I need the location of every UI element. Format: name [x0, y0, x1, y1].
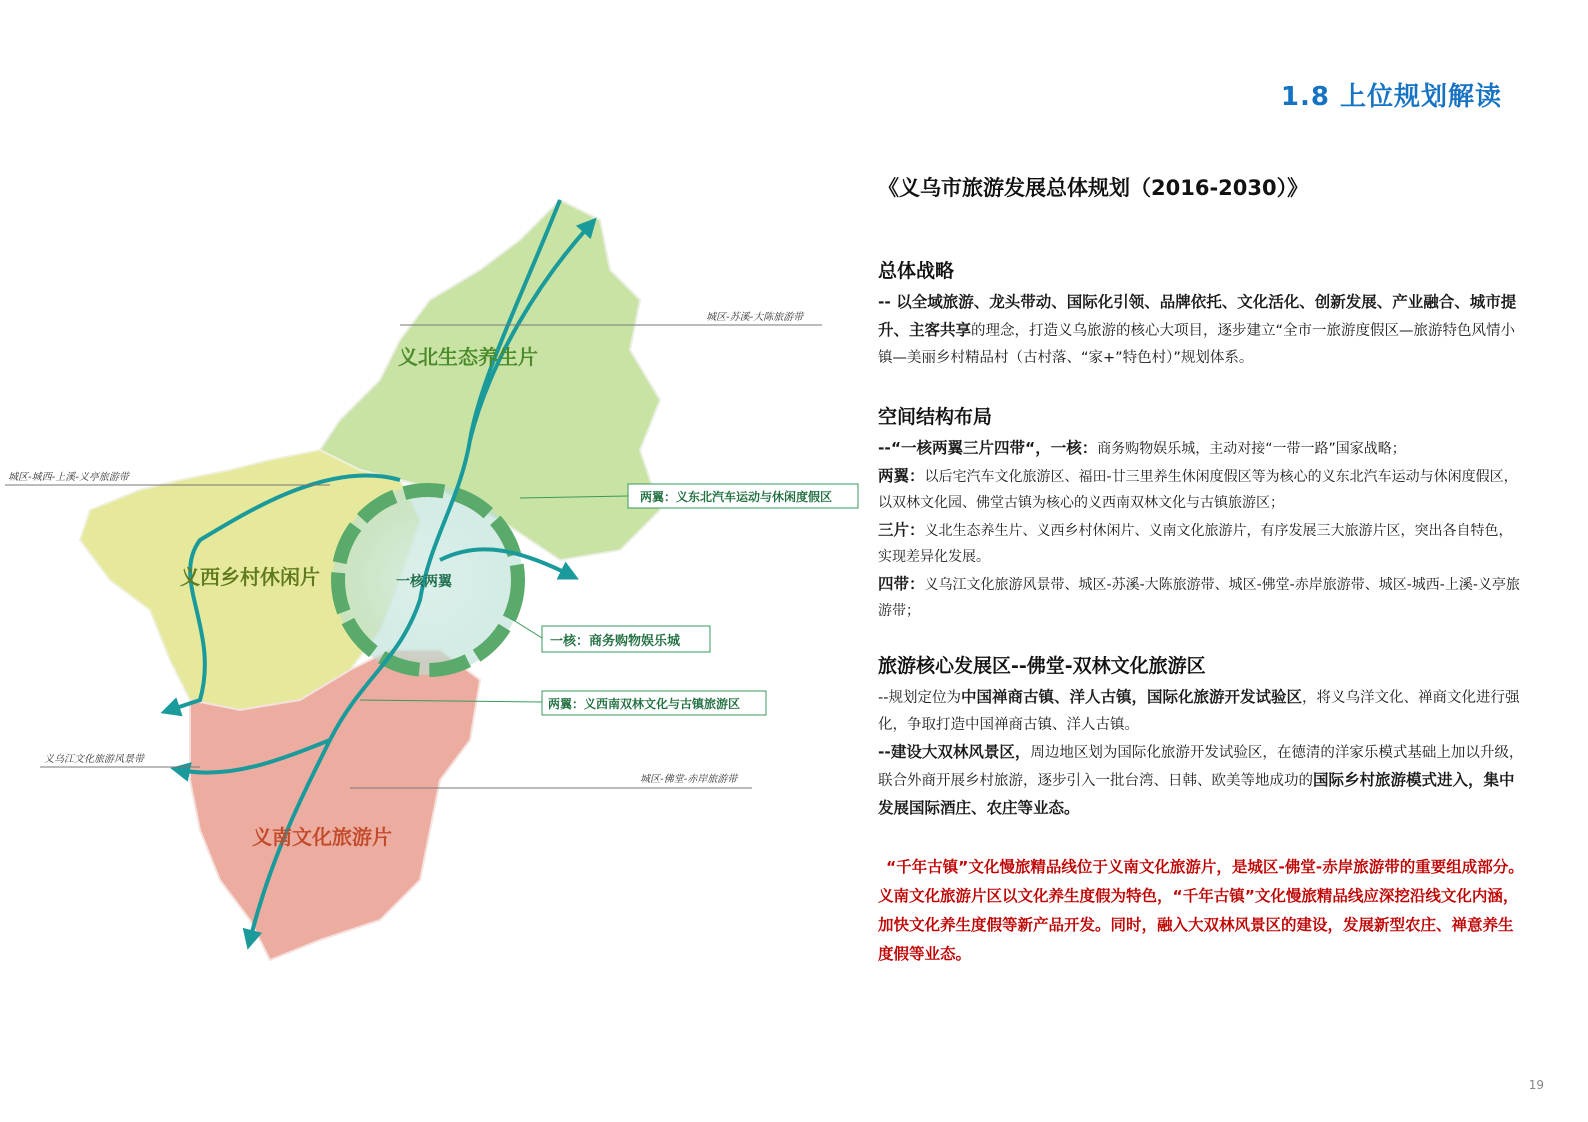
spatial-belts-bold: 四带： — [878, 574, 925, 593]
zone-label-core: 一核两翼 — [396, 574, 452, 590]
belt-label-south: 城区-佛堂-赤岸旅游带 — [640, 774, 738, 785]
core-zone-p1-prefix: --规划定位为 — [878, 689, 961, 706]
strategy-rest: 的理念，打造义乌旅游的核心大项目，逐步建立“全市一旅游度假区—旅游特色风情小镇—美丽乡村精品村（古村落、“家+”特色村）”规划体系。 — [878, 323, 1516, 366]
spatial-heading: 空间结构布局 — [878, 406, 993, 428]
document-title: 《义乌市旅游发展总体规划（2016-2030）》 — [878, 176, 1309, 200]
spatial-core-bold: --“一核两翼三片四带“，一核： — [878, 439, 1098, 457]
core-zone-p1-bold: 中国禅商古镇、洋人古镇，国际化旅游开发试验区 — [960, 687, 1302, 706]
callout-south-wing: 两翼：义西南双林文化与古镇旅游区 — [548, 697, 741, 711]
strategy-paragraph — [878, 289, 1526, 372]
planning-map — [0, 180, 870, 980]
core-zone-paragraph-2 — [878, 739, 1526, 823]
zone-label-north: 义北生态养生片 — [398, 345, 538, 369]
spatial-wings-bold: 两翼： — [878, 466, 925, 485]
spatial-belts-text: 义乌江文化旅游风景带、城区-苏溪-大陈旅游带、城区-佛堂-赤岸旅游带、城区-城西-上溪-义亭旅游带； — [878, 576, 1520, 619]
strategy-prefix: -- 以 — [878, 293, 912, 311]
spatial-zones-text: 义北生态养生片、义西乡村休闲片、义南文化旅游片，有序发展三大旅游片区，突出各自特色，实现差异化发展。 — [878, 522, 1513, 565]
core-zone-p2-bold: --建设大双林风景区， — [878, 742, 1031, 761]
highlight-paragraph: “千年古镇”文化慢旅精品线位于义南文化旅游片，是城区-佛堂-赤岸旅游带的重要组成部分。义南文化旅游片区以文化养生度假为特色，“千年古镇”文化慢旅精品线应深挖沿线文化内涵，加快文化养生度假等新产品开发。同时，融入大双林风景区的建设，发展新型农庄、禅意养生度假等业态。 — [878, 857, 1524, 963]
spatial-line-zones — [878, 517, 1526, 571]
core-zone-p1-rest: ，将义乌洋文化、禅商文化进行强化，争取打造中国禅商古镇、洋人古镇。 — [878, 689, 1520, 733]
callout-core: 一核：商务购物娱乐城 — [550, 634, 681, 649]
zone-label-west: 义西乡村休闲片 — [180, 565, 320, 589]
core-zone-p2-text: 周边地区划为国际化旅游开发试验区，在德清的洋家乐模式基础上加以升级，联合外商开展乡村旅游，逐步引入一批台湾、日韩、欧美等地成功的 — [878, 744, 1524, 789]
section-heading: 1.8 上位规划解读 — [1280, 82, 1502, 112]
spatial-zones-bold: 三片： — [878, 520, 925, 539]
belt-label-west: 城区-城西-上溪-义亭旅游带 — [8, 472, 129, 483]
belt-label-river: 义乌江文化旅游风景带 — [44, 754, 144, 765]
page-number: 19 — [1528, 1078, 1544, 1092]
spatial-core-text: 商务购物娱乐城，主动对接“一带一路”国家战略； — [1097, 441, 1406, 457]
core-leader — [510, 618, 542, 638]
spatial-line-wings — [878, 463, 1526, 517]
planning-map-svg — [0, 180, 870, 980]
spatial-line-belts — [878, 571, 1526, 625]
core-zone-p2-bold2: 国际乡村旅游模式进入，集中发展国际酒庄、农庄等业态。 — [878, 770, 1515, 817]
strategy-bold: 全域旅游、龙头带动、国际化引领、品牌依托、文化活化、创新发展、产业融合、城市提升、主客共享 — [878, 293, 1517, 339]
strategy-heading: 总体战略 — [878, 260, 955, 282]
core-zone-paragraph-1 — [878, 684, 1526, 739]
core-zone-heading: 旅游核心发展区--佛堂-双林文化旅游区 — [878, 654, 1206, 677]
spatial-wings-text: 以后宅汽车文化旅游区、福田-廿三里养生休闲度假区等为核心的义东北汽车运动与休闲度假区，以双林文化园、佛堂古镇为核心的义西南双林文化与古镇旅游区； — [878, 468, 1518, 511]
spatial-line-core — [878, 435, 1526, 463]
belt-label-north: 城区-苏溪-大陈旅游带 — [706, 312, 804, 323]
zone-label-south: 义南文化旅游片 — [252, 825, 392, 849]
text-column — [878, 172, 1526, 969]
callout-east-wing: 两翼：义东北汽车运动与休闲度假区 — [640, 490, 833, 504]
